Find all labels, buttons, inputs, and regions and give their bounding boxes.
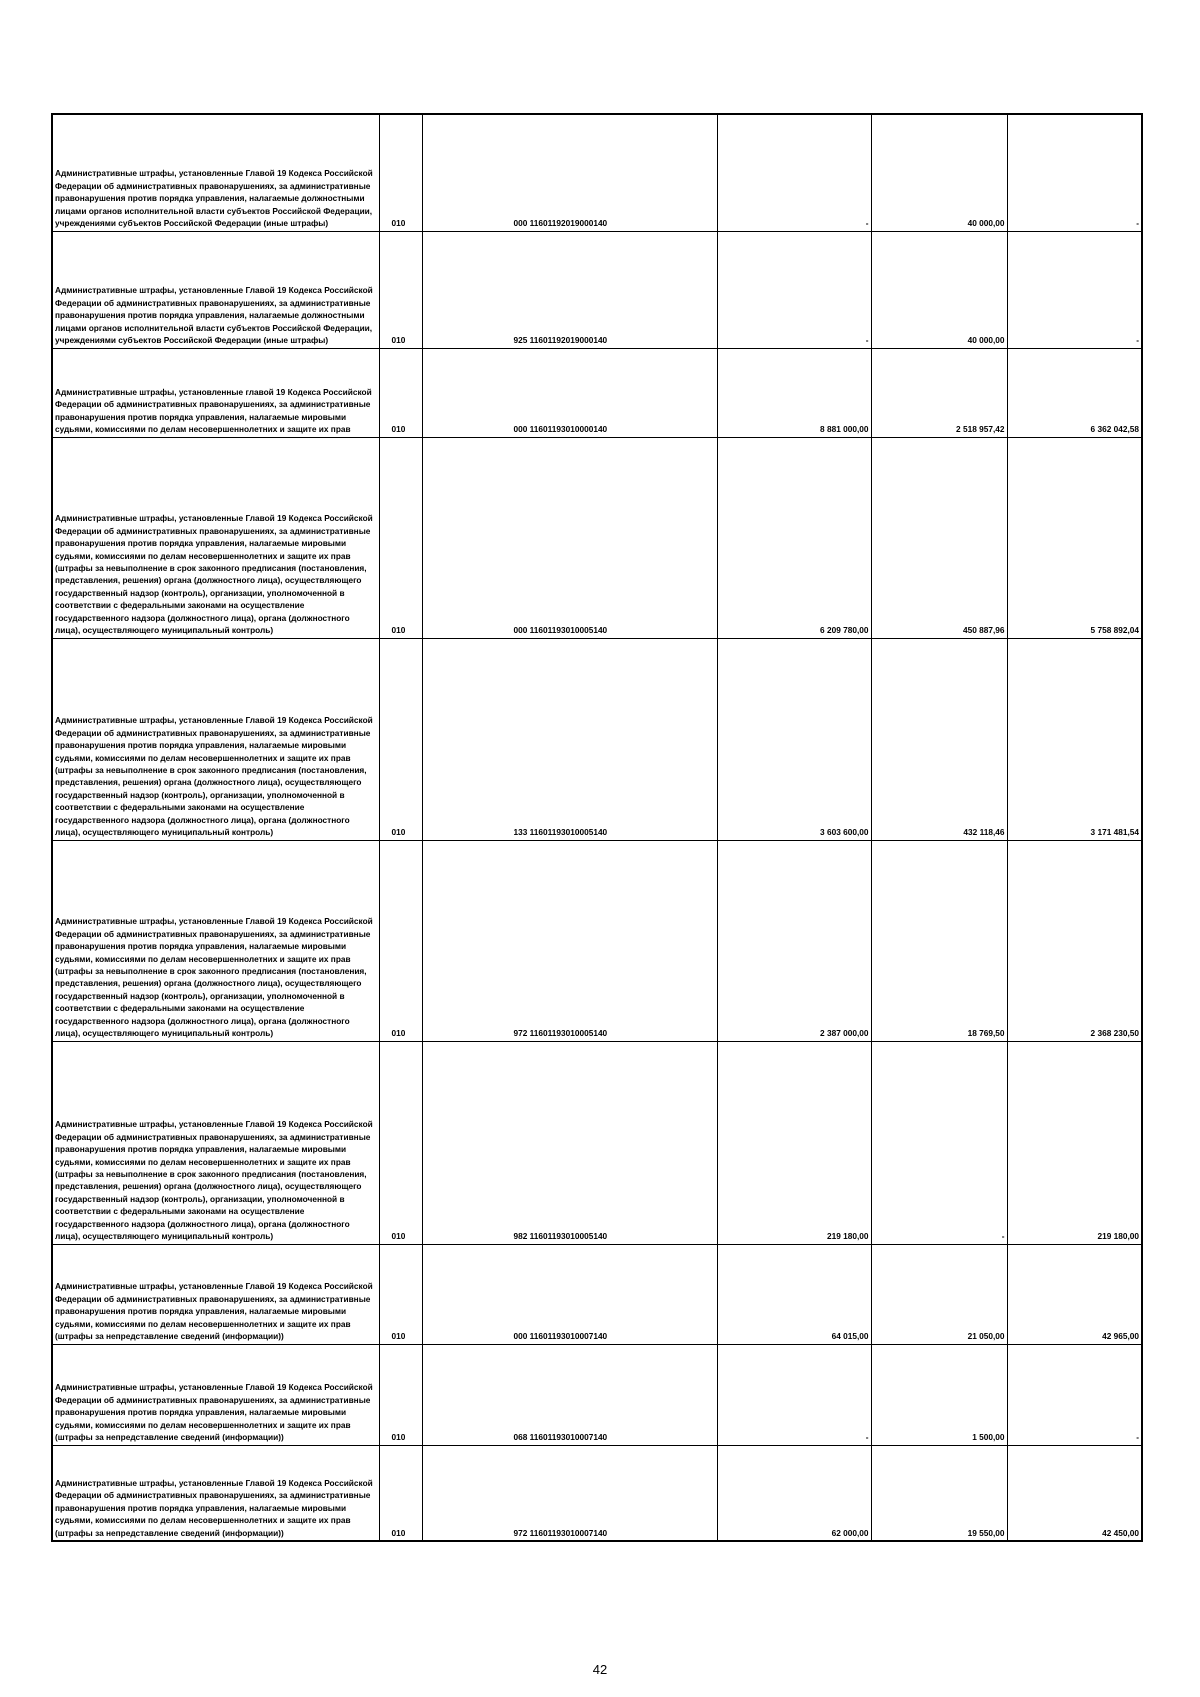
table-row: [52, 1445, 1142, 1541]
cell-approved: 3 603 600,00: [717, 638, 871, 840]
income-report-table: [51, 113, 1143, 1542]
cell-executed: 2 518 957,42: [871, 348, 1007, 437]
table-row: [52, 638, 1142, 840]
cell-name: Административные штрафы, установленные Главой 19 Кодекса Российской Федерации об административных правонарушениях, за административные правонарушения против порядка управления, налагаемые должностными лицами органов исполнительной власти субъектов Российской Федерации, учреждениями субъектов Российской Федерации (иные штрафы): [52, 231, 379, 348]
cell-unexecuted: 2 368 230,50: [1007, 840, 1142, 1041]
cell-income-code: 972 11601193010005140: [422, 840, 717, 1041]
table-row: [52, 1041, 1142, 1244]
cell-name: Административные штрафы, установленные Главой 19 Кодекса Российской Федерации об административных правонарушениях, за административные правонарушения против порядка управления, налагаемые должностными лицами органов исполнительной власти субъектов Российской Федерации, учреждениями субъектов Российской Федерации (иные штрафы): [52, 114, 379, 231]
cell-line-code: 010: [379, 1244, 422, 1344]
cell-approved: 8 881 000,00: [717, 348, 871, 437]
cell-name: Административные штрафы, установленные Главой 19 Кодекса Российской Федерации об административных правонарушениях, за административные правонарушения против порядка управления, налагаемые мировыми судьями, комиссиями по делам несовершеннолетних и защите их прав (штрафы за невыполнение в срок законного предписания (постановления, представления, решения) органа (должностного лица), осуществляющего государственный надзор (контроль), организации, уполномоченной в соответствии с федеральными законами на осуществление государственного надзора (должностного лица), органа (должностного лица), осуществляющего муниципальный контроль): [52, 437, 379, 638]
cell-name: Административные штрафы, установленные Главой 19 Кодекса Российской Федерации об административных правонарушениях, за административные правонарушения против порядка управления, налагаемые мировыми судьями, комиссиями по делам несовершеннолетних и защите их прав (штрафы за непредставление сведений (информации)): [52, 1344, 379, 1445]
cell-executed: 432 118,46: [871, 638, 1007, 840]
cell-unexecuted: -: [1007, 114, 1142, 231]
table-row: [52, 114, 1142, 231]
cell-executed: 18 769,50: [871, 840, 1007, 1041]
cell-unexecuted: 5 758 892,04: [1007, 437, 1142, 638]
table-row: [52, 840, 1142, 1041]
cell-unexecuted: 42 450,00: [1007, 1445, 1142, 1541]
cell-line-code: 010: [379, 1041, 422, 1244]
cell-approved: 6 209 780,00: [717, 437, 871, 638]
cell-line-code: 010: [379, 840, 422, 1041]
cell-income-code: 000 11601193010000140: [422, 348, 717, 437]
table-row: [52, 1344, 1142, 1445]
cell-name: Административные штрафы, установленные главой 19 Кодекса Российской Федерации об административных правонарушениях, за административные правонарушения против порядка управления, налагаемые мировыми судьями, комиссиями по делам несовершеннолетних и защите их прав: [52, 348, 379, 437]
cell-income-code: 972 11601193010007140: [422, 1445, 717, 1541]
cell-approved: 64 015,00: [717, 1244, 871, 1344]
cell-name: Административные штрафы, установленные Главой 19 Кодекса Российской Федерации об административных правонарушениях, за административные правонарушения против порядка управления, налагаемые мировыми судьями, комиссиями по делам несовершеннолетних и защите их прав (штрафы за невыполнение в срок законного предписания (постановления, представления, решения) органа (должностного лица), осуществляющего государственный надзор (контроль), организации, уполномоченной в соответствии с федеральными законами на осуществление государственного надзора (должностного лица), органа (должностного лица), осуществляющего муниципальный контроль): [52, 840, 379, 1041]
cell-line-code: 010: [379, 231, 422, 348]
cell-executed: 40 000,00: [871, 231, 1007, 348]
report-sheet: [51, 113, 1141, 1542]
cell-unexecuted: 6 362 042,58: [1007, 348, 1142, 437]
table-row: [52, 437, 1142, 638]
cell-line-code: 010: [379, 1344, 422, 1445]
cell-executed: 21 050,00: [871, 1244, 1007, 1344]
cell-executed: 40 000,00: [871, 114, 1007, 231]
table-row: [52, 348, 1142, 437]
cell-income-code: 925 11601192019000140: [422, 231, 717, 348]
cell-executed: 450 887,96: [871, 437, 1007, 638]
cell-unexecuted: 219 180,00: [1007, 1041, 1142, 1244]
cell-name: Административные штрафы, установленные Главой 19 Кодекса Российской Федерации об административных правонарушениях, за административные правонарушения против порядка управления, налагаемые мировыми судьями, комиссиями по делам несовершеннолетних и защите их прав (штрафы за невыполнение в срок законного предписания (постановления, представления, решения) органа (должностного лица), осуществляющего государственный надзор (контроль), организации, уполномоченной в соответствии с федеральными законами на осуществление государственного надзора (должностного лица), органа (должностного лица), осуществляющего муниципальный контроль): [52, 638, 379, 840]
page-number: 42: [592, 1662, 608, 1677]
cell-unexecuted: -: [1007, 231, 1142, 348]
cell-income-code: 068 11601193010007140: [422, 1344, 717, 1445]
cell-approved: -: [717, 1344, 871, 1445]
cell-unexecuted: 3 171 481,54: [1007, 638, 1142, 840]
cell-line-code: 010: [379, 1445, 422, 1541]
cell-executed: 19 550,00: [871, 1445, 1007, 1541]
table-row: [52, 231, 1142, 348]
cell-name: Административные штрафы, установленные Главой 19 Кодекса Российской Федерации об административных правонарушениях, за административные правонарушения против порядка управления, налагаемые мировыми судьями, комиссиями по делам несовершеннолетних и защите их прав (штрафы за непредставление сведений (информации)): [52, 1244, 379, 1344]
cell-line-code: 010: [379, 348, 422, 437]
cell-unexecuted: -: [1007, 1344, 1142, 1445]
cell-income-code: 000 11601193010005140: [422, 437, 717, 638]
cell-executed: 1 500,00: [871, 1344, 1007, 1445]
cell-name: Административные штрафы, установленные Главой 19 Кодекса Российской Федерации об административных правонарушениях, за административные правонарушения против порядка управления, налагаемые мировыми судьями, комиссиями по делам несовершеннолетних и защите их прав (штрафы за невыполнение в срок законного предписания (постановления, представления, решения) органа (должностного лица), осуществляющего государственный надзор (контроль), организации, уполномоченной в соответствии с федеральными законами на осуществление государственного надзора (должностного лица), органа (должностного лица), осуществляющего муниципальный контроль): [52, 1041, 379, 1244]
cell-line-code: 010: [379, 638, 422, 840]
cell-name: Административные штрафы, установленные Главой 19 Кодекса Российской Федерации об административных правонарушениях, за административные правонарушения против порядка управления, налагаемые мировыми судьями, комиссиями по делам несовершеннолетних и защите их прав (штрафы за непредставление сведений (информации)): [52, 1445, 379, 1541]
cell-income-code: 000 11601192019000140: [422, 114, 717, 231]
cell-executed: -: [871, 1041, 1007, 1244]
cell-line-code: 010: [379, 114, 422, 231]
table-row: [52, 1244, 1142, 1344]
cell-unexecuted: 42 965,00: [1007, 1244, 1142, 1344]
cell-income-code: 982 11601193010005140: [422, 1041, 717, 1244]
cell-income-code: 133 11601193010005140: [422, 638, 717, 840]
cell-line-code: 010: [379, 437, 422, 638]
cell-approved: -: [717, 231, 871, 348]
cell-approved: -: [717, 114, 871, 231]
cell-approved: 62 000,00: [717, 1445, 871, 1541]
cell-income-code: 000 11601193010007140: [422, 1244, 717, 1344]
cell-approved: 219 180,00: [717, 1041, 871, 1244]
cell-approved: 2 387 000,00: [717, 840, 871, 1041]
